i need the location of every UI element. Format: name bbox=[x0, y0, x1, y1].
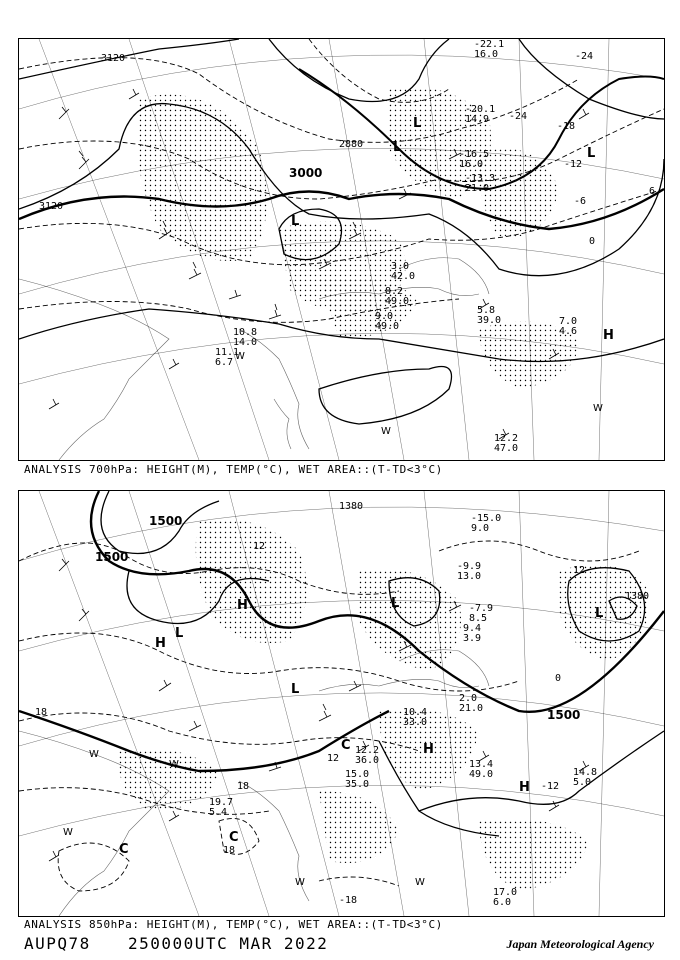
coastline bbox=[19, 258, 489, 460]
temp-label: -24 bbox=[509, 111, 528, 122]
obs-temp: 17.0 bbox=[493, 887, 518, 898]
low-center: L bbox=[391, 596, 400, 611]
low-center: L bbox=[587, 146, 596, 161]
high-center: H bbox=[423, 742, 434, 757]
warm-mark: W bbox=[89, 749, 99, 760]
height-label: 1500 bbox=[149, 514, 183, 528]
warm-mark: W bbox=[381, 426, 391, 437]
temp-label: 18 bbox=[237, 781, 250, 792]
cold-center: C bbox=[229, 830, 239, 845]
obs-dewpoint: 35.0 bbox=[345, 779, 370, 790]
temp-label: -24 bbox=[575, 51, 594, 62]
temp-label: -12 bbox=[564, 159, 583, 170]
temp-label: -18 bbox=[557, 121, 576, 132]
obs-temp: -20.1 bbox=[465, 104, 496, 115]
obs-temp: 11.1 bbox=[215, 347, 240, 358]
obs-dewpoint: 6.0 bbox=[493, 897, 512, 908]
obs-dewpoint: 5.0 bbox=[573, 777, 592, 788]
height-label: 3120 bbox=[101, 53, 126, 64]
high-center: H bbox=[519, 780, 530, 795]
obs-dewpoint: 5.4 bbox=[209, 807, 228, 818]
low-center: L bbox=[595, 606, 604, 621]
high-center: H bbox=[155, 636, 166, 651]
low-center: L bbox=[175, 626, 184, 641]
obs-temp: -9.9 bbox=[457, 561, 482, 572]
obs-dewpoint: 14.0 bbox=[233, 337, 258, 348]
height-label: 3120 bbox=[39, 201, 64, 212]
obs-dewpoint: 13.0 bbox=[457, 571, 482, 582]
temp-label: 0 bbox=[589, 236, 596, 247]
obs-temp: 13.4 bbox=[469, 759, 494, 770]
obs-temp: 8.2 bbox=[385, 286, 404, 297]
low-center: L bbox=[393, 140, 402, 155]
map-850hpa-canvas bbox=[19, 491, 664, 916]
obs-dewpoint: 42.0 bbox=[391, 271, 416, 282]
low-center: L bbox=[291, 214, 300, 229]
temp-label: 12 bbox=[573, 565, 586, 576]
warm-mark: W bbox=[415, 877, 425, 888]
obs-dewpoint: 16.0 bbox=[474, 49, 499, 60]
obs-dewpoint: 47.0 bbox=[494, 443, 519, 454]
obs-dewpoint: 49.0 bbox=[375, 321, 400, 332]
obs-dewpoint: 6.7 bbox=[215, 357, 234, 368]
temp-label: 18 bbox=[35, 707, 48, 718]
high-center: H bbox=[603, 328, 614, 343]
obs-dewpoint: 49.0 bbox=[385, 296, 410, 307]
panel-caption-850hpa: ANALYSIS 850hPa: HEIGHT(M), TEMP(°C), WET AREA::(T-TD<3°C) bbox=[24, 918, 443, 931]
warm-mark: W bbox=[235, 351, 245, 362]
cold-center: C bbox=[341, 738, 351, 753]
chart-code: AUPQ78 bbox=[24, 934, 91, 953]
obs-temp: 14.8 bbox=[573, 767, 598, 778]
warm-mark: W bbox=[295, 877, 305, 888]
panel-caption-700hpa: ANALYSIS 700hPa: HEIGHT(M), TEMP(°C), WET AREA::(T-TD<3°C) bbox=[24, 463, 443, 476]
temp-label: 12 bbox=[327, 753, 340, 764]
obs-temp: -22.1 bbox=[474, 39, 505, 50]
obs-dewpoint: 21.0 bbox=[459, 703, 484, 714]
height-label: 3000 bbox=[289, 166, 323, 180]
obs-temp: 10.4 bbox=[403, 707, 428, 718]
obs-dewpoint: 9.0 bbox=[471, 523, 490, 534]
analysis-time: 250000UTC MAR 2022 bbox=[128, 934, 329, 953]
obs-dewpoint: 14.9 bbox=[465, 114, 490, 125]
temp-label: -6 bbox=[574, 196, 587, 207]
map-700hpa-canvas bbox=[19, 39, 664, 460]
obs-temp: 10.8 bbox=[233, 327, 258, 338]
height-label: 1500 bbox=[95, 550, 129, 564]
height-label: 1380 bbox=[339, 501, 364, 512]
obs-temp: 7.0 bbox=[559, 316, 578, 327]
wet-area bbox=[118, 519, 649, 891]
obs-temp: -15.0 bbox=[471, 513, 502, 524]
obs-temp: 3.0 bbox=[391, 261, 410, 272]
high-center: H bbox=[237, 598, 248, 613]
obs-dewpoint: 8.5 bbox=[469, 613, 488, 624]
temp-label: 6 bbox=[649, 186, 656, 197]
obs-temp: 9.0 bbox=[375, 311, 394, 322]
obs-dewpoint: 21.0 bbox=[465, 183, 490, 194]
obs-dewpoint: 4.6 bbox=[559, 326, 578, 337]
height-label: 1380 bbox=[625, 591, 650, 602]
temp-label: 12 bbox=[253, 541, 266, 552]
map-panel-850hpa bbox=[18, 490, 665, 917]
map-panel-700hpa bbox=[18, 38, 665, 461]
obs-temp: 5.8 bbox=[477, 305, 496, 316]
height-label: 2880 bbox=[339, 139, 364, 150]
low-center: L bbox=[413, 116, 422, 131]
agency-name: Japan Meteorological Agency bbox=[506, 937, 654, 951]
wet-area bbox=[137, 87, 583, 389]
obs-dewpoint: 16.0 bbox=[459, 159, 484, 170]
obs-temp: 12.2 bbox=[355, 745, 380, 756]
obs-temp: 15.0 bbox=[345, 769, 370, 780]
warm-mark: W bbox=[63, 827, 73, 838]
warm-mark: W bbox=[169, 759, 179, 770]
warm-mark: W bbox=[593, 403, 603, 414]
obs-temp: 19.7 bbox=[209, 797, 234, 808]
temp-label: -12 bbox=[541, 781, 560, 792]
wind-barbs bbox=[49, 559, 592, 861]
obs-temp: -7.9 bbox=[469, 603, 494, 614]
height-label: 1500 bbox=[547, 708, 581, 722]
obs-dewpoint: 33.0 bbox=[403, 717, 428, 728]
obs-temp: 9.4 bbox=[463, 623, 482, 634]
obs-dewpoint: 39.0 bbox=[477, 315, 502, 326]
low-center: L bbox=[291, 682, 300, 697]
obs-temp: 12.2 bbox=[494, 433, 519, 444]
temp-label: 0 bbox=[555, 673, 562, 684]
obs-dewpoint: 36.0 bbox=[355, 755, 380, 766]
cold-center: C bbox=[119, 842, 129, 857]
obs-temp: 2.0 bbox=[459, 693, 478, 704]
obs-temp: -13.3 bbox=[465, 173, 496, 184]
temp-label: -18 bbox=[339, 895, 358, 906]
obs-temp: -16.5 bbox=[459, 149, 490, 160]
temp-label: 18 bbox=[223, 845, 236, 856]
obs-dewpoint: 49.0 bbox=[469, 769, 494, 780]
obs-dewpoint: 3.9 bbox=[463, 633, 482, 644]
